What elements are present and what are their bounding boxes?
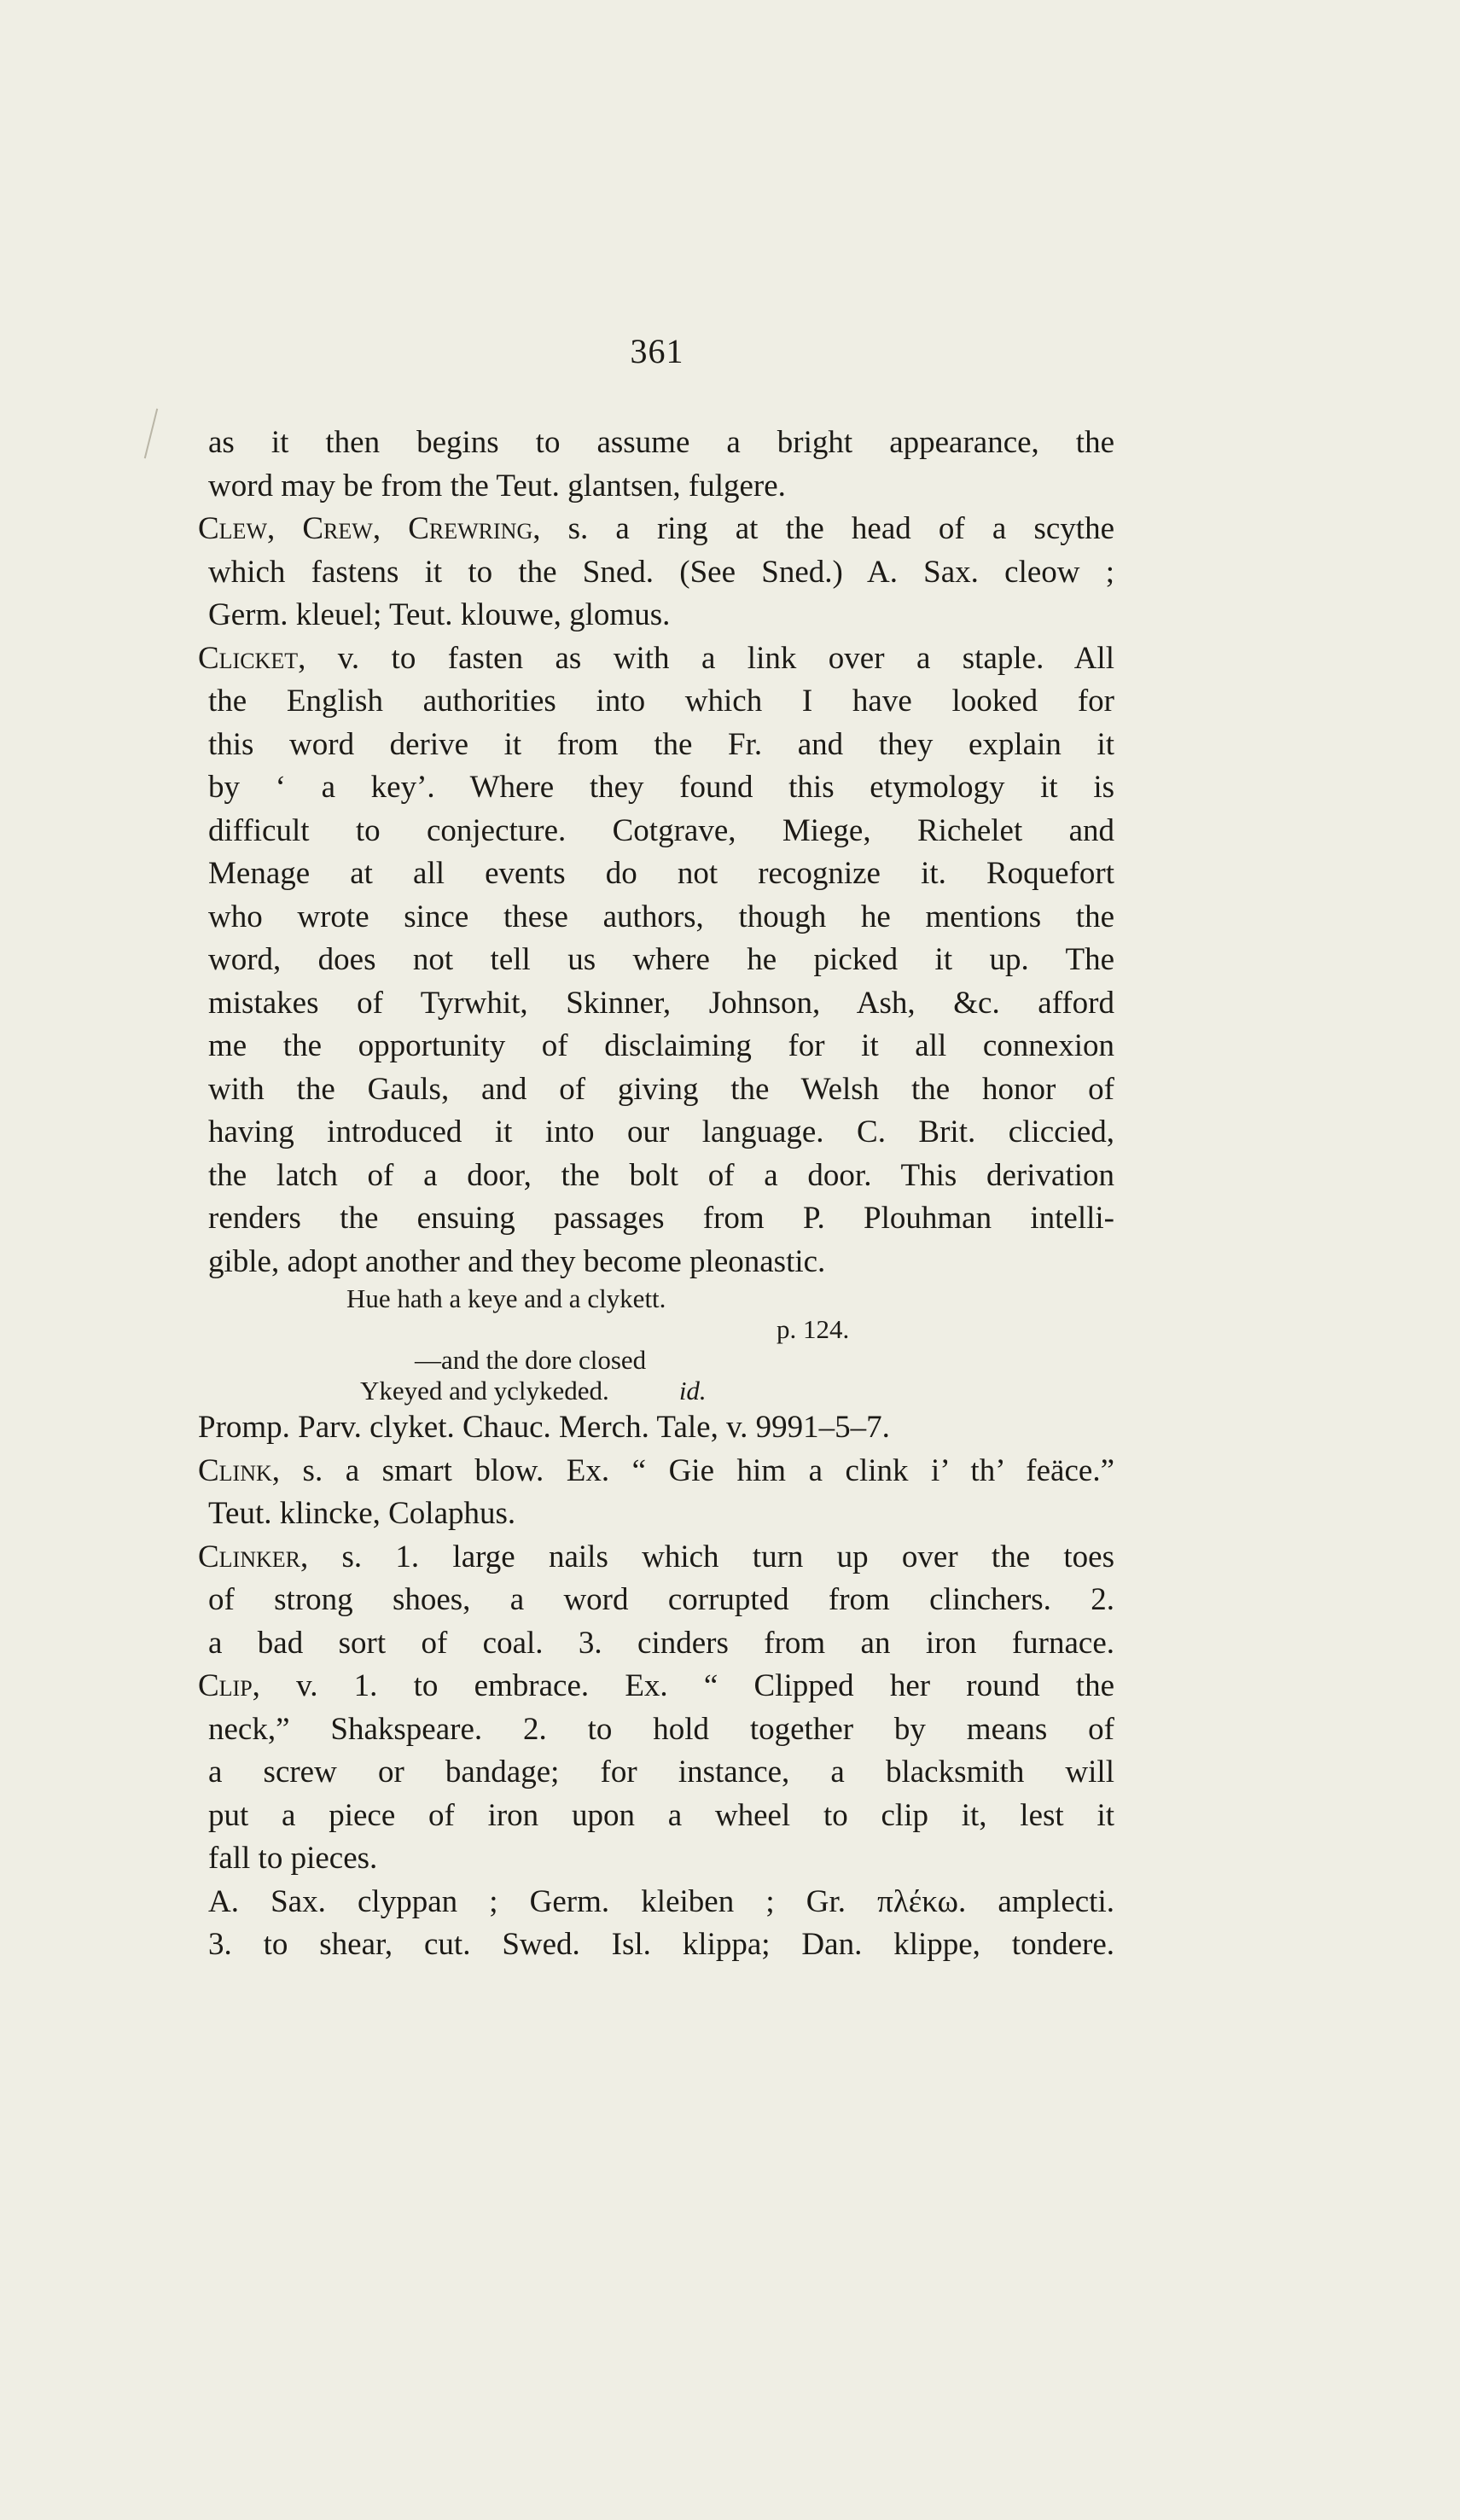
quote-line [198,1376,1114,1406]
headword-clicket: Clicket, [198,640,306,676]
entry-text: s. a smart blow. Ex. “ Gie him a clink i’ th’ feäce.” [280,1452,1114,1488]
text-line: neck,” Shakspeare. 2. to hold together by means of [208,1711,1114,1747]
quote-reference: id. [678,1376,707,1405]
quote-line: Hue hath a keye and a clykett. [346,1283,666,1313]
headword-clip: Clip, [198,1668,260,1703]
text-line: mistakes of Tyrwhit, Skinner, Johnson, Ash, &c. afford [208,985,1114,1021]
text-line: gible, adopt another and they become pleonastic. [208,1243,826,1279]
quotation-block [198,1283,1114,1406]
text-line: me the opportunity of disclaiming for it all connexion [208,1028,1114,1063]
headword-clink: Clink, [198,1452,281,1488]
text-line: a bad sort of coal. 3. cinders from an iron furnace. [208,1625,1114,1661]
entry-text: v. 1. to embrace. Ex. “ Clipped her round the [259,1668,1114,1703]
text-line: put a piece of iron upon a wheel to clip it, lest it [208,1797,1114,1833]
text-line: who wrote since these authors, though he mentions the [208,899,1114,934]
entry-clink-line-1 [198,1450,1114,1493]
text-line: a screw or bandage; for instance, a blacksmith will [208,1755,1114,1790]
text-line: Germ. kleuel; Teut. klouwe, glomus. [208,597,671,632]
etymology-line: 3. to shear, cut. Swed. Isl. klippa; Dan. klippe, tondere. [208,1927,1114,1962]
text-line: Teut. klincke, Colaphus. [208,1496,516,1531]
dictionary-text [198,422,1114,1967]
headword-clew: Clew, Crew, Crewring, [198,511,541,546]
quote-reference: p. 124. [777,1314,850,1344]
entry-clew-line-1 [198,508,1114,551]
page-number: 361 [630,332,684,370]
entry-text: v. to fasten as with a link over a staple. All [305,640,1114,676]
text-line: the latch of a door, the bolt of a door. This derivation [208,1157,1114,1193]
headword-clinker: Clinker, [198,1539,309,1574]
text-line: having introduced it into our language. C. Brit. cliccied, [208,1115,1114,1149]
entry-text: s. 1. large nails which turn up over the toes [308,1539,1114,1574]
quote-text: Ykeyed and yclykeded. [360,1376,609,1405]
text-line: word may be from the Teut. glantsen, fulgere. [208,468,786,503]
text-line: renders the ensuing passages from P. Plouhman intelli- [208,1201,1114,1236]
text-line: by ‘ a key’. Where they found this etymology it is [208,770,1114,805]
text-line: word, does not tell us where he picked it up. The [208,942,1114,977]
text-line: fall to pieces. [208,1841,378,1876]
entry-clip-line-1 [198,1665,1114,1708]
quote-line: —and the dore closed [415,1345,647,1375]
text-line: Menage at all events do not recognize it. Roquefort [208,856,1114,891]
text-line: which fastens it to the Sned. (See Sned.) A. Sax. cleow ; [208,554,1114,590]
text-line: this word derive it from the Fr. and they explain it [208,726,1114,762]
entry-clicket-line-1 [198,637,1114,681]
citation-line: Promp. Parv. clyket. Chauc. Merch. Tale, v. 9991–5–7. [198,1410,890,1445]
etymology-line: A. Sax. clyppan ; Germ. kleiben ; Gr. πλέκω. amplecti. [208,1883,1114,1919]
text-line: the English authorities into which I have looked for [208,684,1114,719]
text-line: as it then begins to assume a bright appearance, the [208,425,1114,460]
entry-clinker-line-1 [198,1536,1114,1580]
text-line: with the Gauls, and of giving the Welsh the honor of [208,1071,1114,1107]
text-line: of strong shoes, a word corrupted from clinchers. 2. [208,1582,1114,1617]
entry-text: s. a ring at the head of a scythe [540,511,1114,546]
margin-pencil-mark [144,409,158,459]
text-line: difficult to conjecture. Cotgrave, Miege, Richelet and [208,812,1114,848]
